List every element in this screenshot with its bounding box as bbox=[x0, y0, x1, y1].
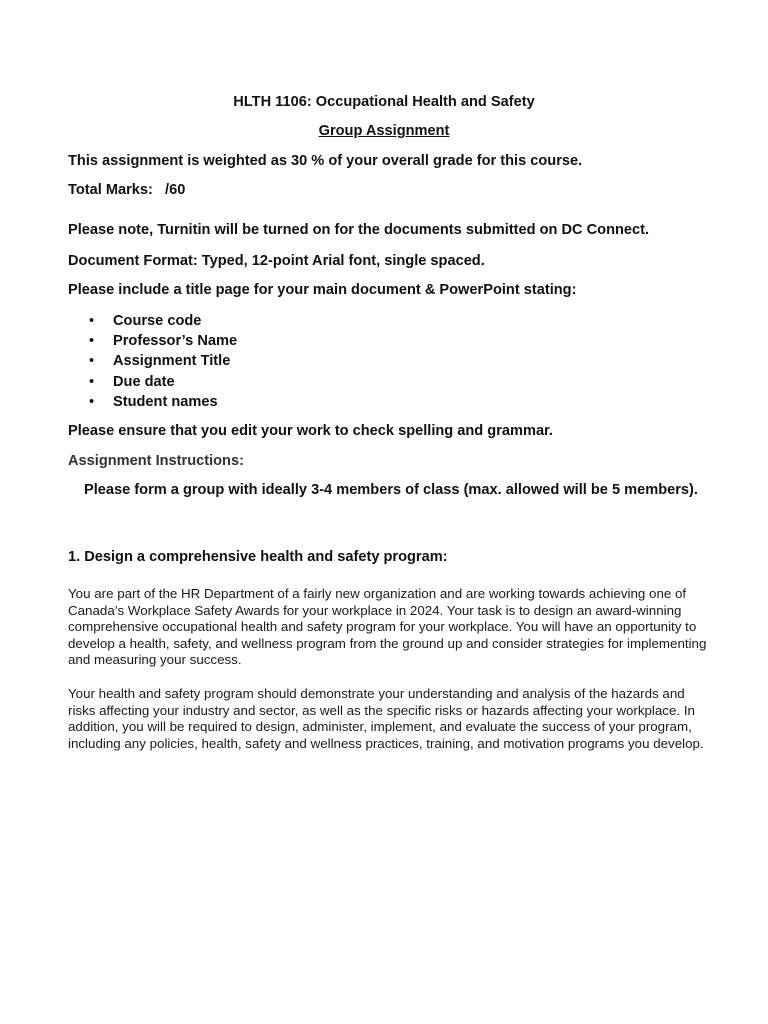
section-1-heading: 1. Design a comprehensive health and safety program: bbox=[68, 549, 448, 565]
turnitin-note: Please note, Turnitin will be turned on for the documents submitted on DC Connect. bbox=[68, 222, 650, 238]
list-item bbox=[68, 351, 237, 371]
title-page-requirements-list bbox=[68, 311, 237, 412]
course-title: HLTH 1106: Occupational Health and Safety bbox=[233, 94, 535, 110]
list-item bbox=[68, 331, 237, 351]
instructions-heading: Assignment Instructions: bbox=[68, 453, 244, 469]
bullet-icon: • bbox=[89, 393, 95, 410]
bullet-icon: • bbox=[89, 313, 95, 329]
list-item-label: Student names bbox=[113, 393, 218, 410]
bullet-icon: • bbox=[89, 333, 95, 350]
list-item-label: Course code bbox=[113, 313, 202, 329]
weight-statement: This assignment is weighted as 30 % of your overall grade for this course. bbox=[68, 153, 583, 169]
bullet-icon: • bbox=[89, 373, 95, 390]
section-1-paragraph: You are part of the HR Department of a fairly new organization and are working towards achieving one of Canada’s Workplace Safety Awards for your workplace in 2024. Your task is to design an award-winning comprehensive occupational health and safety program for your workplace. You will have an opportunity to develop a health, safety, and wellness program from the ground up and consider strategies for implementing and measuring your success. bbox=[68, 586, 707, 668]
editing-note: Please ensure that you edit your work to check spelling and grammar. bbox=[68, 423, 553, 439]
format-note: Document Format: Typed, 12-point Arial font, single spaced. bbox=[68, 253, 485, 269]
group-instruction: Please form a group with ideally 3-4 members of class (max. allowed will be 5 members). bbox=[84, 482, 698, 498]
list-item bbox=[68, 372, 237, 392]
list-item bbox=[68, 311, 237, 331]
title-page-note: Please include a title page for your main document & PowerPoint stating: bbox=[68, 282, 577, 298]
list-item bbox=[68, 392, 237, 412]
section-1-paragraph: Your health and safety program should demonstrate your understanding and analysis of the hazards and risks affecting your industry and sector, as well as the specific risks or hazards affecting your workplace. In addition, you will be required to design, administer, implement, and evaluate the success of your program, including any policies, health, safety and wellness practices, training, and motivation programs you develop. bbox=[68, 686, 704, 751]
list-item-label: Professor’s Name bbox=[113, 333, 238, 350]
bullet-icon: • bbox=[89, 353, 95, 370]
list-item-label: Assignment Title bbox=[113, 353, 231, 370]
list-item-label: Due date bbox=[113, 373, 175, 390]
assignment-type-heading: Group Assignment bbox=[318, 123, 450, 139]
total-marks: Total Marks: /60 bbox=[68, 182, 186, 198]
